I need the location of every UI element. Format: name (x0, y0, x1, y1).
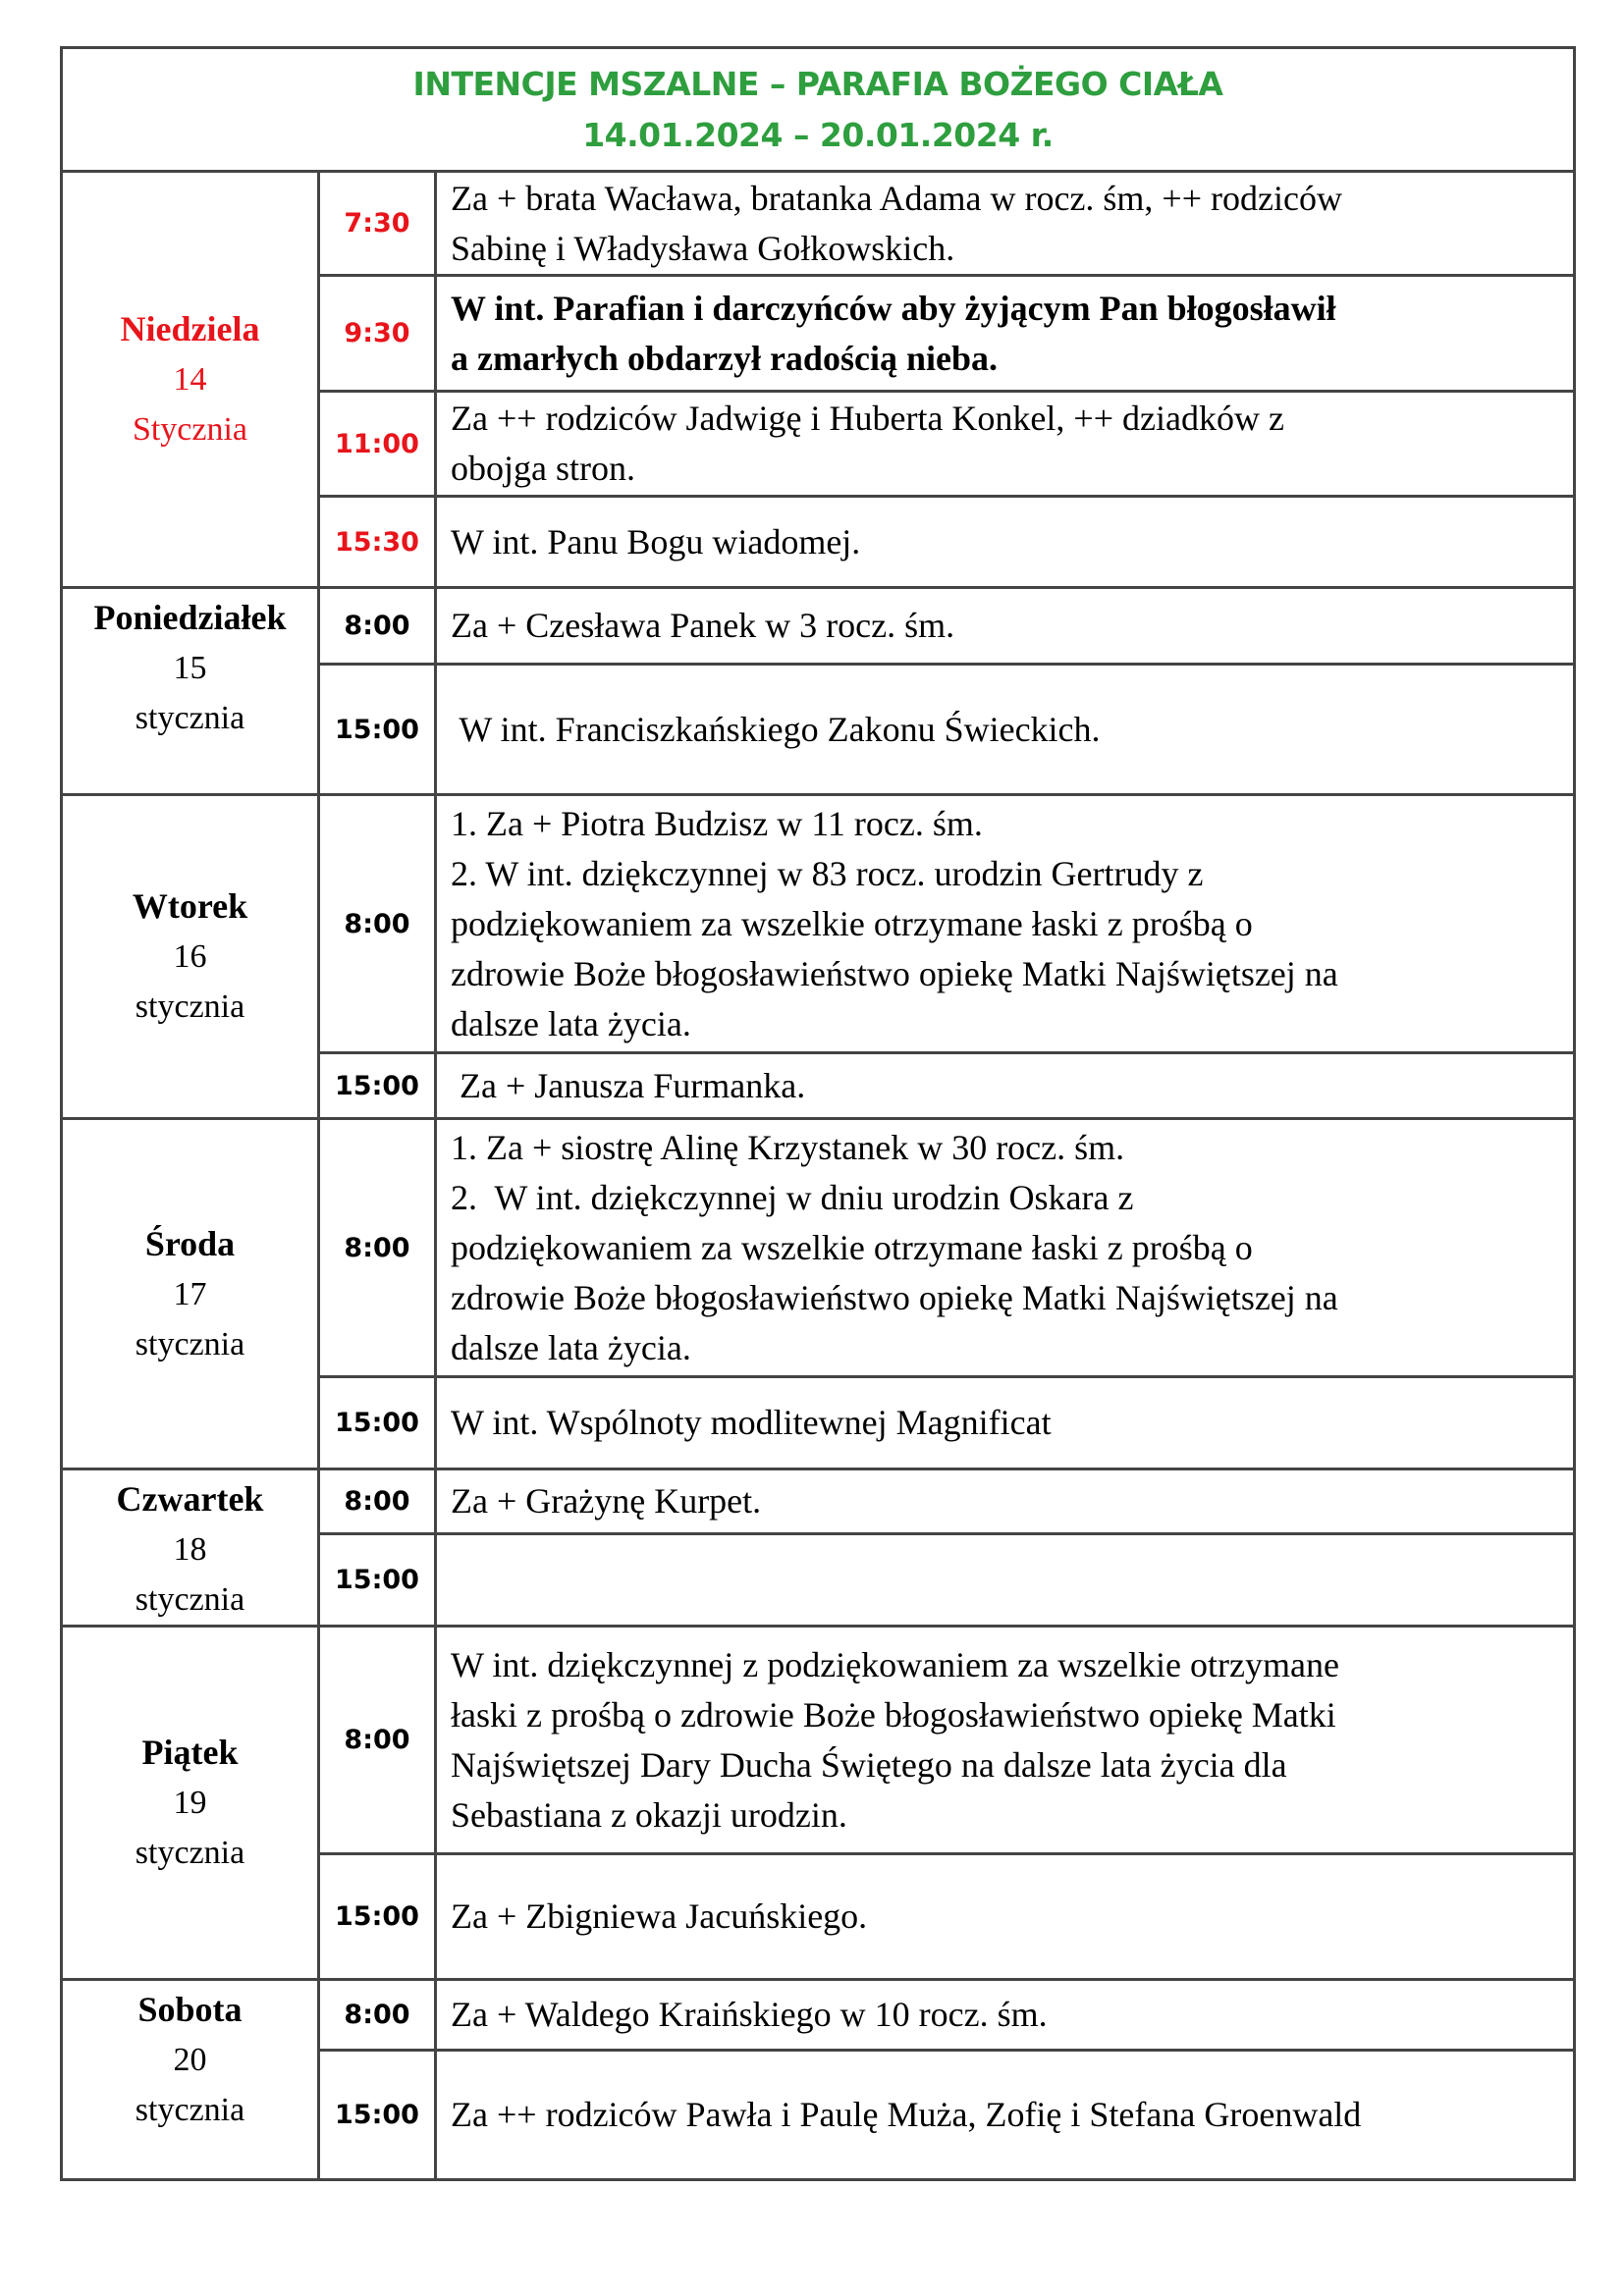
intention-line: 2. W int. dziękczynnej w dniu urodzin Oskara z (451, 1177, 1134, 1217)
day-label (63, 173, 320, 586)
mass-row (320, 1378, 1573, 1468)
mass-time: 8:00 (320, 1470, 437, 1532)
mass-intention (437, 1628, 1573, 1852)
mass-row (320, 1054, 1573, 1117)
mass-list (320, 796, 1573, 1117)
mass-intention (437, 666, 1573, 793)
mass-time: 15:00 (320, 1855, 437, 1978)
day-name: Piątek (141, 1733, 239, 1772)
mass-intention (437, 796, 1573, 1051)
intention-line: Za + Waldego Kraińskiego w 10 rocz. śm. (451, 1995, 1048, 2034)
mass-intention (437, 1535, 1573, 1625)
day-label (63, 1120, 320, 1468)
day-month: stycznia (135, 2092, 245, 2128)
intention-line: a zmarłych obdarzył radością nieba. (451, 338, 998, 378)
mass-intention (437, 498, 1573, 586)
mass-intention (437, 2052, 1573, 2178)
intention-line: Za ++ rodziców Jadwigę i Huberta Konkel, ++ dziadków z (451, 399, 1284, 438)
mass-row (320, 277, 1573, 393)
mass-intention (437, 1470, 1573, 1532)
mass-time: 9:30 (320, 277, 437, 390)
mass-row (320, 393, 1573, 498)
intention-line: podziękowaniem za wszelkie otrzymane łaski z prośbą o (451, 903, 1253, 943)
intention-line: W int. Franciszkańskiego Zakonu Świeckich. (451, 709, 1101, 749)
intention-line: 1. Za + siostrę Alinę Krzystanek w 30 rocz. śm. (451, 1127, 1125, 1167)
day-number: 14 (173, 361, 207, 398)
day-name: Środa (144, 1223, 236, 1263)
day-label (63, 1470, 320, 1625)
mass-intention (437, 1981, 1573, 2049)
intention-line: Za + Grażynę Kurpet. (451, 1481, 762, 1521)
mass-row (320, 1470, 1573, 1535)
mass-row (320, 173, 1573, 277)
intention-line: Za + Czesława Panek w 3 rocz. śm. (451, 606, 955, 645)
mass-time: 15:00 (320, 666, 437, 793)
intention-line: 2. W int. dziękczynnej w 83 rocz. urodzin Gertrudy z (451, 853, 1204, 893)
intention-line: Najświętszej Dary Ducha Świętego na dalsze lata życia dla (451, 1744, 1287, 1785)
day-number: 20 (173, 2042, 207, 2078)
intention-line: Za ++ rodziców Pawła i Paulę Muża, Zofię i Stefana Groenwald (451, 2095, 1362, 2134)
intention-line: W int. Wspólnoty modlitewnej Magnificat (451, 1403, 1052, 1442)
mass-row (320, 796, 1573, 1054)
mass-time: 8:00 (320, 796, 437, 1051)
mass-intention (437, 393, 1573, 495)
mass-list (320, 589, 1573, 793)
intention-line: Za + Janusza Furmanka. (451, 1065, 806, 1105)
day-row (63, 1120, 1573, 1470)
day-month: stycznia (135, 1581, 245, 1618)
day-month: stycznia (135, 988, 245, 1025)
day-row (63, 1470, 1573, 1628)
mass-intention (437, 1054, 1573, 1117)
mass-list (320, 173, 1573, 586)
day-name: Czwartek (116, 1479, 264, 1519)
day-name: Sobota (137, 1990, 243, 2029)
mass-list (320, 1628, 1573, 1978)
intention-line: W int. Parafian i darczyńców aby żyjącym Pan błogosławił (451, 288, 1336, 328)
intention-line: W int. Panu Bogu wiadomej. (451, 521, 861, 561)
day-month: stycznia (135, 700, 245, 736)
intention-line: zdrowie Boże błogosławieństwo opiekę Matki Najświętszej na (451, 1277, 1338, 1317)
mass-time: 8:00 (320, 589, 437, 663)
mass-row (320, 1535, 1573, 1625)
mass-intention (437, 1378, 1573, 1468)
mass-time: 7:30 (320, 173, 437, 274)
mass-row (320, 1855, 1573, 1978)
day-name: Poniedziałek (93, 598, 287, 637)
mass-intention (437, 277, 1573, 390)
intention-line: 1. Za + Piotra Budzisz w 11 rocz. śm. (451, 803, 983, 843)
intention-line: Sabinę i Władysława Gołkowskich. (451, 228, 955, 268)
day-name: Wtorek (132, 886, 248, 926)
day-label (63, 589, 320, 793)
mass-time: 11:00 (320, 393, 437, 495)
intentions-document (60, 46, 1576, 2181)
intention-line: dalsze lata życia. (451, 1327, 691, 1367)
mass-row (320, 666, 1573, 793)
intention-line: Sebastiana z okazji urodzin. (451, 1794, 847, 1835)
mass-time: 8:00 (320, 1120, 437, 1375)
mass-intention (437, 589, 1573, 663)
document-title: INTENCJE MSZALNE – PARAFIA BOŻEGO CIAŁA (412, 64, 1223, 103)
mass-intention (437, 1120, 1573, 1375)
mass-list (320, 1470, 1573, 1625)
intention-line: obojga stron. (451, 449, 635, 488)
mass-intention (437, 173, 1573, 274)
day-number: 17 (173, 1275, 207, 1312)
day-number: 16 (173, 938, 207, 975)
mass-time: 15:00 (320, 1054, 437, 1117)
mass-time: 8:00 (320, 1628, 437, 1852)
schedule-table (63, 173, 1573, 2178)
intention-line: łaski z prośbą o zdrowie Boże błogosławieństwo opiekę Matki (451, 1694, 1336, 1735)
day-number: 15 (173, 650, 207, 686)
document-header (63, 49, 1573, 173)
day-month: stycznia (135, 1325, 245, 1362)
mass-row (320, 1981, 1573, 2052)
mass-row (320, 2052, 1573, 2178)
intention-line: zdrowie Boże błogosławieństwo opiekę Matki Najświętszej na (451, 953, 1338, 993)
day-number: 18 (173, 1531, 207, 1568)
mass-row (320, 589, 1573, 666)
day-row (63, 1981, 1573, 2178)
day-month: Stycznia (132, 411, 248, 448)
mass-row (320, 1628, 1573, 1855)
intention-line: dalsze lata życia. (451, 1003, 691, 1043)
day-name: Niedziela (120, 309, 260, 348)
day-number: 19 (173, 1785, 207, 1821)
intention-line: W int. dziękczynnej z podziękowaniem za wszelkie otrzymane (451, 1644, 1339, 1684)
intention-line: podziękowaniem za wszelkie otrzymane łaski z prośbą o (451, 1227, 1253, 1267)
mass-intention (437, 1855, 1573, 1978)
mass-row (320, 498, 1573, 586)
mass-list (320, 1120, 1573, 1468)
day-label (63, 796, 320, 1117)
day-label (63, 1628, 320, 1978)
mass-time: 15:00 (320, 2052, 437, 2178)
day-row (63, 1628, 1573, 1981)
intention-line: Za + Zbigniewa Jacuńskiego. (451, 1896, 868, 1936)
mass-time: 15:30 (320, 498, 437, 586)
mass-time: 15:00 (320, 1378, 437, 1468)
day-row (63, 796, 1573, 1120)
mass-time: 8:00 (320, 1981, 437, 2049)
mass-time: 15:00 (320, 1535, 437, 1625)
mass-list (320, 1981, 1573, 2178)
day-row (63, 589, 1573, 796)
document-date-range: 14.01.2024 – 20.01.2024 r. (582, 115, 1054, 154)
day-row (63, 173, 1573, 589)
day-label (63, 1981, 320, 2178)
day-month: stycznia (135, 1835, 245, 1871)
mass-row (320, 1120, 1573, 1378)
intention-line: Za + brata Wacława, bratanka Adama w rocz. śm, ++ rodziców (451, 178, 1342, 218)
